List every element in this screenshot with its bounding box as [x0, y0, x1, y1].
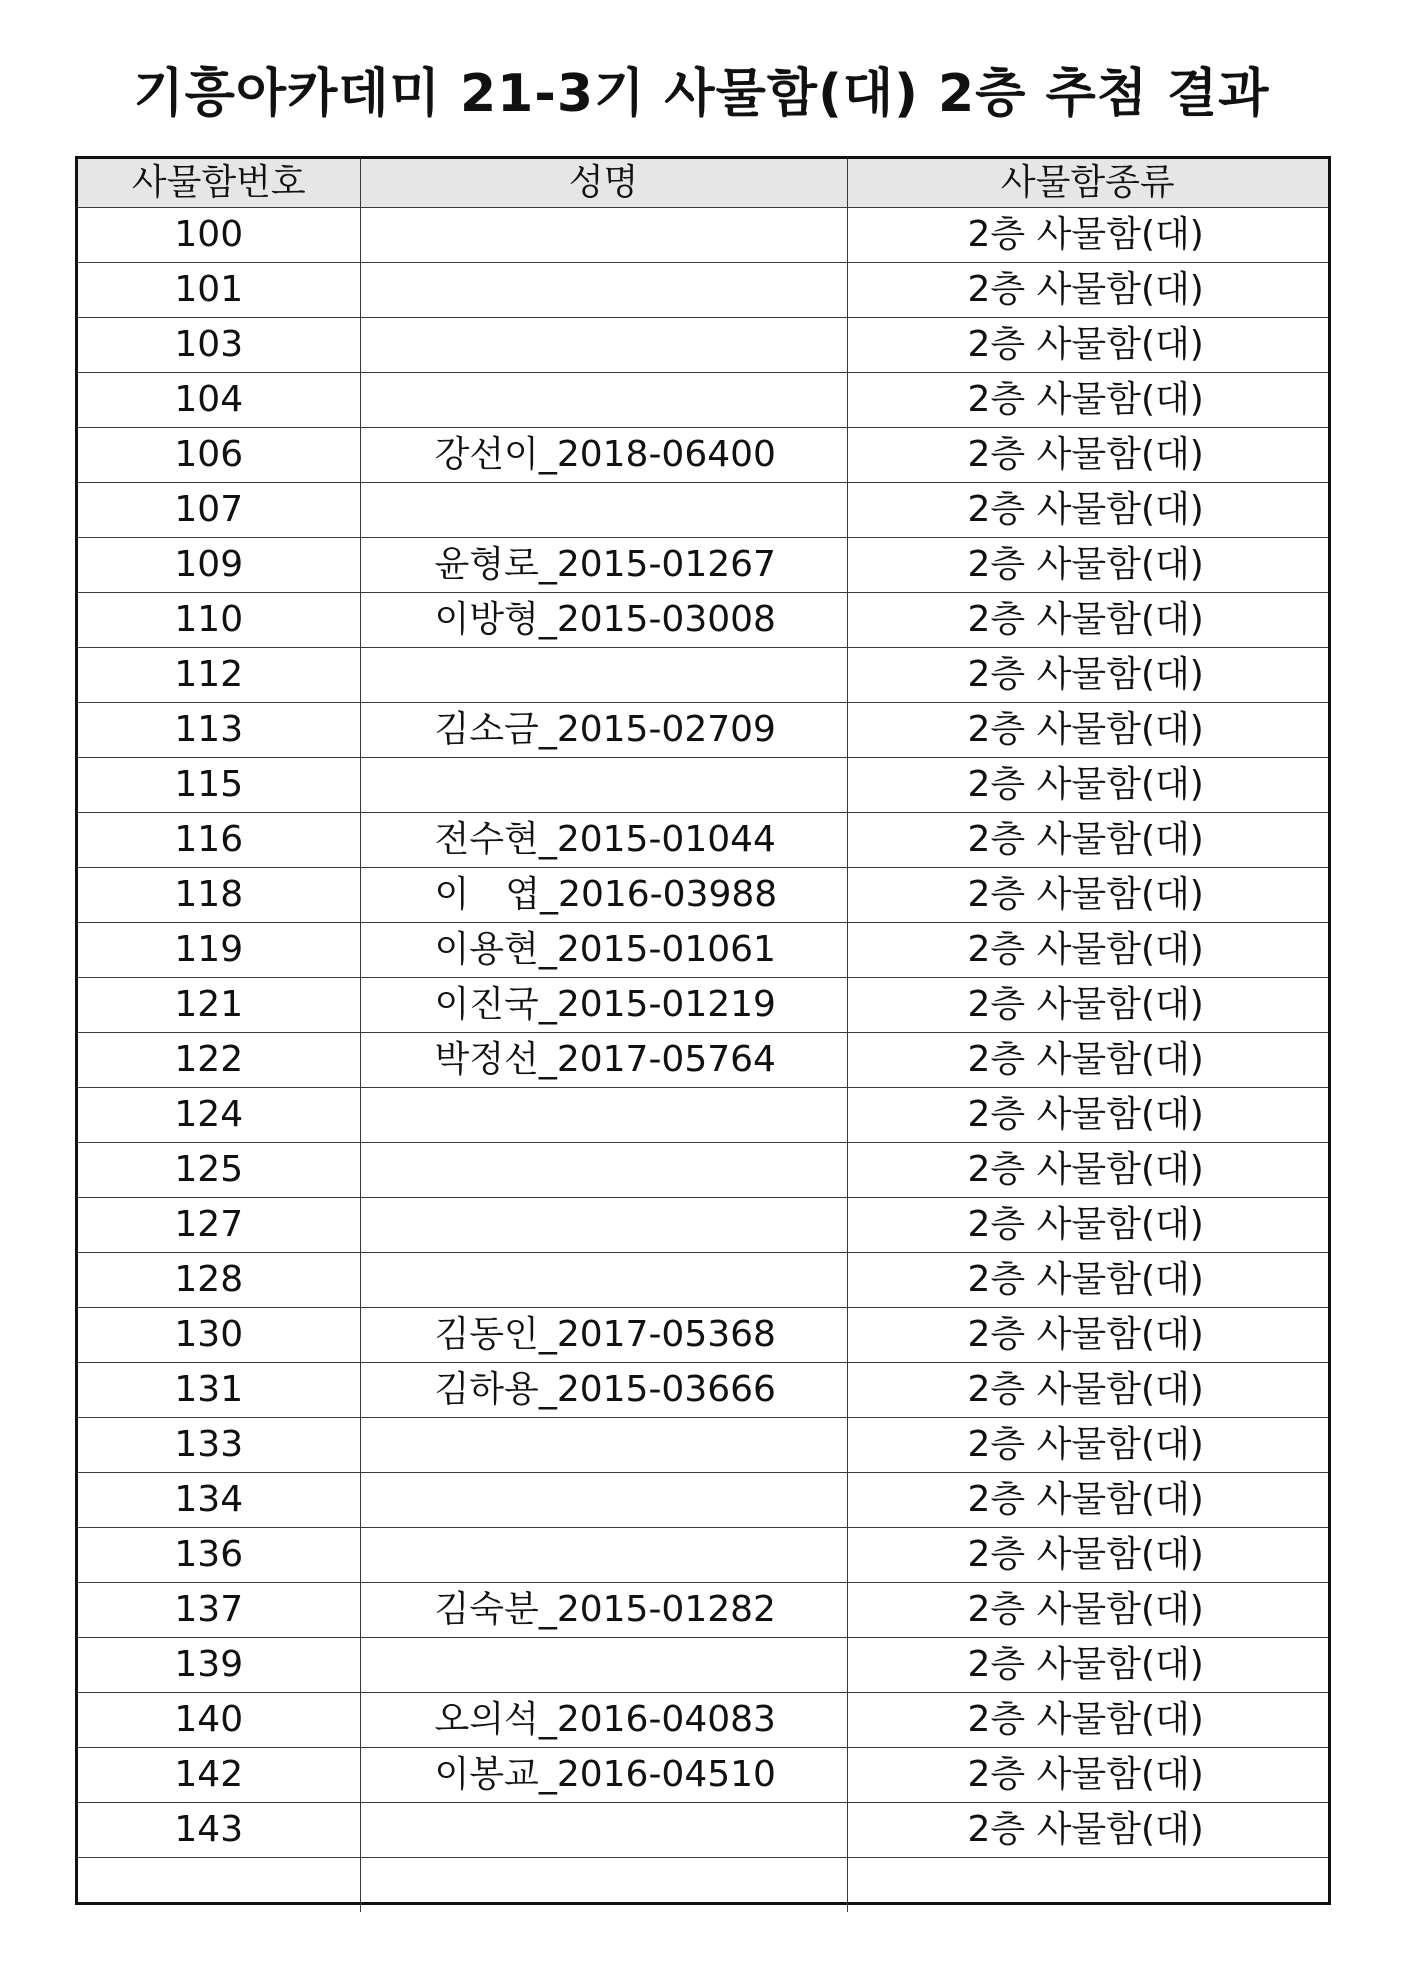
- locker-type-cell: 2층 사물함(대): [847, 593, 1328, 648]
- table-row: [78, 263, 1328, 318]
- locker-number-cell: 137: [78, 1583, 360, 1638]
- table-row: [78, 318, 1328, 373]
- table-row: [78, 1748, 1328, 1803]
- locker-number-cell: 143: [78, 1803, 360, 1858]
- name-cell: 박정선_2017-05764: [360, 1033, 847, 1088]
- document-title: 기흥아카데미 21-3기 사물함(대) 2층 추첨 결과: [133, 64, 1270, 124]
- table-row: [78, 373, 1328, 428]
- locker-type-cell: 2층 사물함(대): [847, 1253, 1328, 1308]
- locker-number-cell: 113: [78, 703, 360, 758]
- locker-type-cell: 2층 사물함(대): [847, 868, 1328, 923]
- locker-number-cell: 124: [78, 1088, 360, 1143]
- locker-number-cell: 109: [78, 538, 360, 593]
- locker-number-cell: [78, 1858, 360, 1913]
- header-locker-number: 사물함번호: [78, 159, 360, 208]
- name-cell: [360, 1418, 847, 1473]
- table-row: [78, 1528, 1328, 1583]
- locker-type-cell: 2층 사물함(대): [847, 1473, 1328, 1528]
- header-locker-type: 사물함종류: [847, 159, 1328, 208]
- locker-type-cell: 2층 사물함(대): [847, 648, 1328, 703]
- name-cell: [360, 1253, 847, 1308]
- locker-type-cell: 2층 사물함(대): [847, 703, 1328, 758]
- header-name: 성명: [360, 159, 847, 208]
- locker-number-cell: 139: [78, 1638, 360, 1693]
- locker-type-cell: [847, 1858, 1328, 1913]
- locker-number-cell: 122: [78, 1033, 360, 1088]
- name-cell: 김하용_2015-03666: [360, 1363, 847, 1418]
- locker-number-cell: 101: [78, 263, 360, 318]
- name-cell: [360, 648, 847, 703]
- locker-result-table: [78, 159, 1328, 1912]
- table-row: [78, 1198, 1328, 1253]
- locker-type-cell: 2층 사물함(대): [847, 1308, 1328, 1363]
- locker-number-cell: 106: [78, 428, 360, 483]
- table-row: [78, 1693, 1328, 1748]
- locker-type-cell: 2층 사물함(대): [847, 1198, 1328, 1253]
- locker-number-cell: 118: [78, 868, 360, 923]
- table-row: [78, 1858, 1328, 1913]
- name-cell: [360, 1088, 847, 1143]
- locker-type-cell: 2층 사물함(대): [847, 813, 1328, 868]
- table-row: [78, 1308, 1328, 1363]
- name-cell: [360, 373, 847, 428]
- name-cell: 이진국_2015-01219: [360, 978, 847, 1033]
- table-row: [78, 1143, 1328, 1198]
- name-cell: [360, 483, 847, 538]
- locker-type-cell: 2층 사물함(대): [847, 1143, 1328, 1198]
- table-row: [78, 1253, 1328, 1308]
- table-row: [78, 1638, 1328, 1693]
- table-header-row: [78, 159, 1328, 208]
- locker-type-cell: 2층 사물함(대): [847, 428, 1328, 483]
- locker-type-cell: 2층 사물함(대): [847, 1363, 1328, 1418]
- locker-number-cell: 110: [78, 593, 360, 648]
- locker-type-cell: 2층 사물함(대): [847, 923, 1328, 978]
- name-cell: 김소금_2015-02709: [360, 703, 847, 758]
- name-cell: [360, 1803, 847, 1858]
- name-cell: 이방형_2015-03008: [360, 593, 847, 648]
- locker-type-cell: 2층 사물함(대): [847, 263, 1328, 318]
- table-row: [78, 703, 1328, 758]
- locker-type-cell: 2층 사물함(대): [847, 483, 1328, 538]
- name-cell: [360, 1143, 847, 1198]
- locker-type-cell: 2층 사물함(대): [847, 1088, 1328, 1143]
- locker-number-cell: 133: [78, 1418, 360, 1473]
- name-cell: 오의석_2016-04083: [360, 1693, 847, 1748]
- name-cell: [360, 1638, 847, 1693]
- table-row: [78, 648, 1328, 703]
- locker-type-cell: 2층 사물함(대): [847, 1803, 1328, 1858]
- locker-type-cell: 2층 사물함(대): [847, 318, 1328, 373]
- locker-number-cell: 130: [78, 1308, 360, 1363]
- table-row: [78, 978, 1328, 1033]
- locker-number-cell: 140: [78, 1693, 360, 1748]
- table-row: [78, 813, 1328, 868]
- table-row: [78, 1088, 1328, 1143]
- table-row: [78, 1418, 1328, 1473]
- name-cell: 전수현_2015-01044: [360, 813, 847, 868]
- locker-number-cell: 121: [78, 978, 360, 1033]
- locker-number-cell: 116: [78, 813, 360, 868]
- table-body: [78, 208, 1328, 1913]
- name-cell: [360, 758, 847, 813]
- table-row: [78, 483, 1328, 538]
- name-cell: 강선이_2018-06400: [360, 428, 847, 483]
- table-row: [78, 758, 1328, 813]
- locker-number-cell: 134: [78, 1473, 360, 1528]
- locker-number-cell: 142: [78, 1748, 360, 1803]
- locker-number-cell: 119: [78, 923, 360, 978]
- locker-number-cell: 128: [78, 1253, 360, 1308]
- table-row: [78, 1363, 1328, 1418]
- locker-result-table-frame: [75, 156, 1331, 1905]
- locker-number-cell: 125: [78, 1143, 360, 1198]
- table-row: [78, 923, 1328, 978]
- locker-type-cell: 2층 사물함(대): [847, 1528, 1328, 1583]
- locker-type-cell: 2층 사물함(대): [847, 758, 1328, 813]
- locker-number-cell: 136: [78, 1528, 360, 1583]
- locker-number-cell: 103: [78, 318, 360, 373]
- locker-type-cell: 2층 사물함(대): [847, 538, 1328, 593]
- name-cell: [360, 263, 847, 318]
- locker-number-cell: 112: [78, 648, 360, 703]
- table-row: [78, 1033, 1328, 1088]
- table-row: [78, 868, 1328, 923]
- name-cell: [360, 1858, 847, 1913]
- locker-type-cell: 2층 사물함(대): [847, 1748, 1328, 1803]
- locker-type-cell: 2층 사물함(대): [847, 978, 1328, 1033]
- locker-type-cell: 2층 사물함(대): [847, 1033, 1328, 1088]
- locker-number-cell: 127: [78, 1198, 360, 1253]
- locker-type-cell: 2층 사물함(대): [847, 1418, 1328, 1473]
- name-cell: 이 엽_2016-03988: [360, 868, 847, 923]
- locker-number-cell: 131: [78, 1363, 360, 1418]
- table-row: [78, 1473, 1328, 1528]
- name-cell: 이용현_2015-01061: [360, 923, 847, 978]
- name-cell: 이봉교_2016-04510: [360, 1748, 847, 1803]
- name-cell: [360, 1473, 847, 1528]
- name-cell: 윤형로_2015-01267: [360, 538, 847, 593]
- name-cell: [360, 1528, 847, 1583]
- locker-number-cell: 107: [78, 483, 360, 538]
- table-row: [78, 538, 1328, 593]
- locker-number-cell: 115: [78, 758, 360, 813]
- table-row: [78, 1583, 1328, 1638]
- table-row: [78, 428, 1328, 483]
- name-cell: [360, 208, 847, 263]
- name-cell: 김숙분_2015-01282: [360, 1583, 847, 1638]
- locker-number-cell: 100: [78, 208, 360, 263]
- table-row: [78, 593, 1328, 648]
- locker-number-cell: 104: [78, 373, 360, 428]
- name-cell: [360, 318, 847, 373]
- name-cell: 김동인_2017-05368: [360, 1308, 847, 1363]
- table-row: [78, 1803, 1328, 1858]
- locker-type-cell: 2층 사물함(대): [847, 373, 1328, 428]
- locker-type-cell: 2층 사물함(대): [847, 1693, 1328, 1748]
- locker-type-cell: 2층 사물함(대): [847, 1583, 1328, 1638]
- locker-type-cell: 2층 사물함(대): [847, 1638, 1328, 1693]
- locker-type-cell: 2층 사물함(대): [847, 208, 1328, 263]
- name-cell: [360, 1198, 847, 1253]
- table-row: [78, 208, 1328, 263]
